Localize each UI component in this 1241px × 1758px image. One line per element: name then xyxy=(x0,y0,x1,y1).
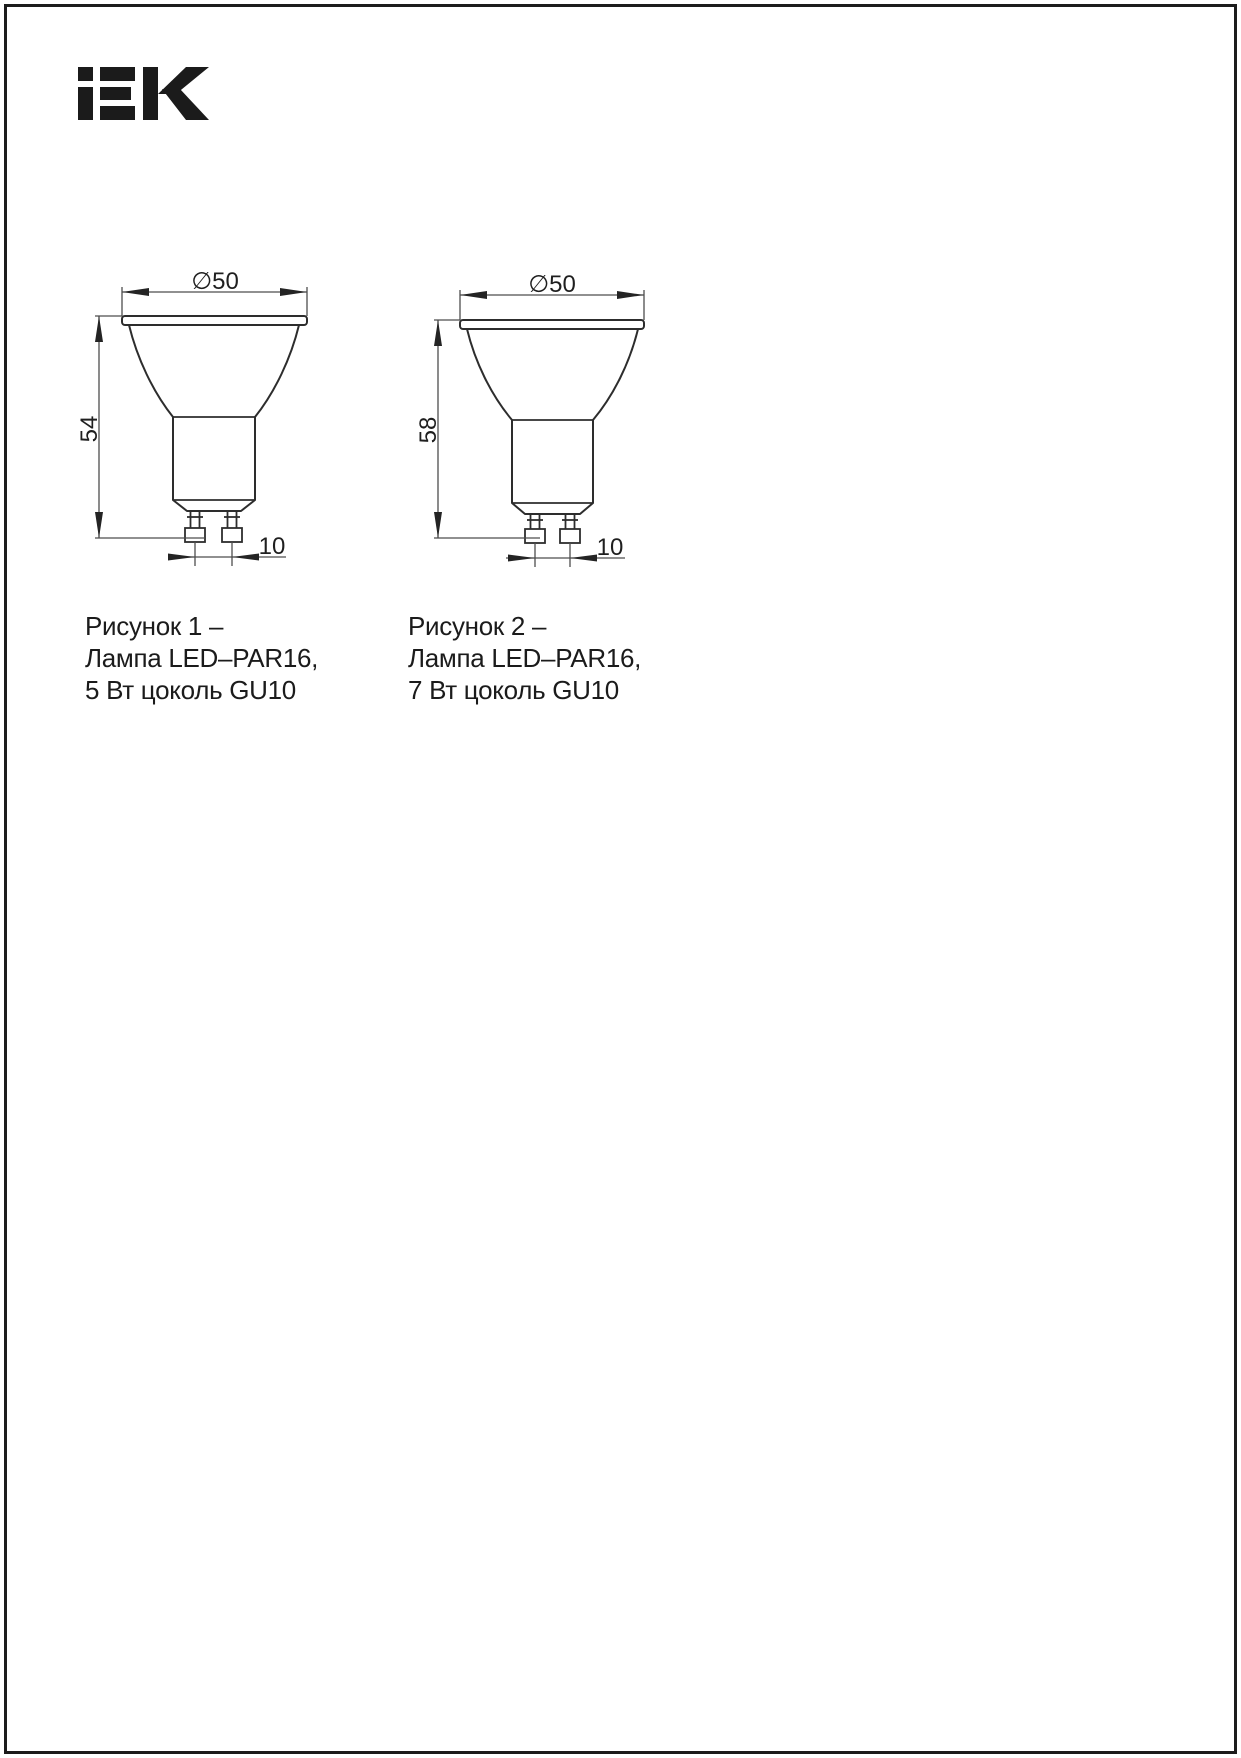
height-label: 58 xyxy=(415,416,442,444)
pin-cap xyxy=(222,528,242,542)
logo-e-bar-bottom xyxy=(100,106,135,120)
height-label: 54 xyxy=(76,415,103,443)
lamp-rim xyxy=(460,320,644,329)
logo-k-stem xyxy=(143,67,158,120)
figure2-caption-line2: Лампа LED–PAR16, xyxy=(408,643,642,673)
figure1-caption xyxy=(85,610,318,706)
arrowhead-up-icon xyxy=(95,316,103,342)
figure1-caption-line1: Рисунок 1 – xyxy=(85,611,224,641)
arrowhead-right-icon xyxy=(508,555,535,562)
figure2-caption xyxy=(408,610,641,706)
arrowhead-up-icon xyxy=(434,320,442,346)
figure1-caption-line2: Лампа LED–PAR16, xyxy=(85,643,319,673)
logo-e-bar-mid xyxy=(100,87,131,100)
lamp-body xyxy=(467,329,638,514)
logo-i-dot xyxy=(78,67,93,81)
lamp-body xyxy=(129,325,299,511)
diameter-label: ∅50 xyxy=(191,268,239,295)
arrowhead-down-icon xyxy=(95,512,103,538)
pin-spacing-label: 10 xyxy=(258,533,286,560)
pin-cap xyxy=(525,529,545,543)
figure2-caption-line3: 7 Вт цоколь GU10 xyxy=(408,675,619,705)
arrowhead-down-icon xyxy=(434,512,442,538)
arrowhead-right-icon xyxy=(617,291,644,299)
lamp-drawing-figure2 xyxy=(400,240,730,580)
figure2-caption-line1: Рисунок 2 – xyxy=(408,611,547,641)
pin-cap xyxy=(185,528,205,542)
arrowhead-left-icon xyxy=(122,288,149,296)
arrowhead-left-icon xyxy=(232,554,259,561)
logo-k-lower-diagonal xyxy=(162,89,209,120)
figure1-caption-line3: 5 Вт цоколь GU10 xyxy=(85,675,296,705)
iek-logo xyxy=(78,62,210,120)
arrowhead-left-icon xyxy=(570,555,597,562)
arrowhead-left-icon xyxy=(460,291,487,299)
lamp-rim xyxy=(122,316,307,325)
arrowhead-right-icon xyxy=(280,288,307,296)
pin-spacing-label: 10 xyxy=(596,534,624,561)
arrowhead-right-icon xyxy=(168,554,195,561)
logo-i-stem xyxy=(78,87,93,120)
lamp-drawing-figure1 xyxy=(60,240,390,580)
logo-e-bar-top xyxy=(100,67,135,81)
diameter-label: ∅50 xyxy=(528,271,576,298)
pin-cap xyxy=(560,529,580,543)
